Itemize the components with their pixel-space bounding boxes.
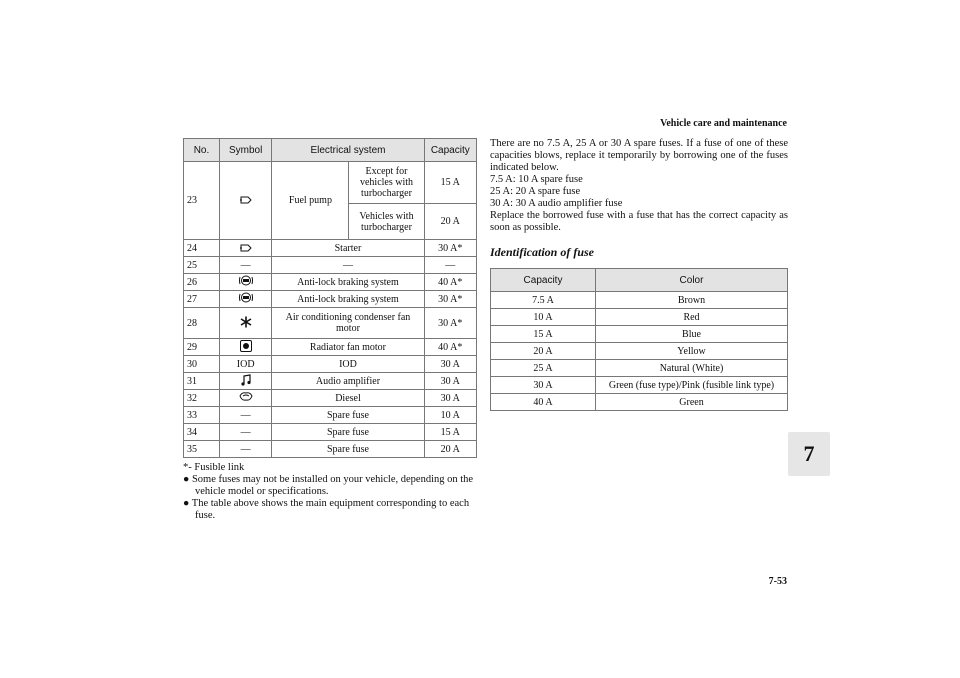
table-row: 15 A Blue <box>491 326 788 343</box>
table-row: 24 Starter 30 A* <box>184 240 477 257</box>
fuse-table <box>183 138 477 458</box>
col-symbol: Symbol <box>219 139 271 162</box>
col-capacity: Capacity <box>491 269 596 292</box>
table-row: 28 Air conditioning condenser fan motor 30 A* <box>184 308 477 339</box>
diesel-icon <box>239 391 253 402</box>
col-capacity: Capacity <box>424 139 476 162</box>
section-title: Identification of fuse <box>490 245 594 259</box>
table-row: 31 Audio amplifier 30 A <box>184 373 477 390</box>
col-electrical-system: Electrical system <box>272 139 424 162</box>
spare-fuse-text: There are no 7.5 A, 25 A or 30 A spare fuses. If a fuse of one of these capacities blows, replace it temporarily by borrowing one of the fuses indicated below. 7.5 A: 10 A spare fuse 25 A: 20 A spare fuse 30 A: 30 A audio amplifier fuse Replace the borrowed fuse with a fuse that has the correct capacity as soon as possible. <box>490 138 788 233</box>
table-row: 35 — Spare fuse 20 A <box>184 441 477 458</box>
table-row: 23 Fuel pump Except for vehicles with turbocharger 15 A <box>184 162 477 204</box>
fusible-link-note: *- Fusible link <box>183 462 245 473</box>
page-number: 7-53 <box>768 576 787 587</box>
table-row: 30 IOD IOD 30 A <box>184 356 477 373</box>
music-note-icon <box>240 374 252 386</box>
table-row: 30 A Green (fuse type)/Pink (fusible link type) <box>491 377 788 394</box>
table-row: 29 Radiator fan motor 40 A* <box>184 339 477 356</box>
abs-icon <box>239 275 253 286</box>
table-row: 10 A Red <box>491 309 788 326</box>
note-bullet: ● The table above shows the main equipment corresponding to each fuse. <box>183 498 470 521</box>
table-row: 25 A Natural (White) <box>491 360 788 377</box>
fuse-color-table <box>490 268 788 411</box>
bullet-icon: ● <box>183 474 192 485</box>
table-row: 34 — Spare fuse 15 A <box>184 424 477 441</box>
table-row: 25 — — — <box>184 257 477 274</box>
snowflake-icon <box>240 316 252 328</box>
table-row: 7.5 A Brown <box>491 292 788 309</box>
table-row: 20 A Yellow <box>491 343 788 360</box>
col-no: No. <box>184 139 220 162</box>
abs-icon <box>239 292 253 303</box>
table-row: Vehicles with turbocharger 20 A <box>184 204 477 240</box>
table-row: 26 Anti-lock braking system 40 A* <box>184 274 477 291</box>
fuel-pump-icon <box>239 194 253 204</box>
fuse-notes <box>183 462 483 522</box>
bullet-icon: ● <box>183 498 192 509</box>
table-row: 33 — Spare fuse 10 A <box>184 407 477 424</box>
radiator-fan-icon <box>240 340 252 352</box>
table-row: 32 Diesel 30 A <box>184 390 477 407</box>
chapter-tab: 7 <box>788 432 830 476</box>
table-row: 27 Anti-lock braking system 30 A* <box>184 291 477 308</box>
note-bullet: ● Some fuses may not be installed on your vehicle, depending on the vehicle model or specifications. <box>183 474 474 497</box>
page-header: Vehicle care and maintenance <box>660 118 787 129</box>
starter-icon <box>239 242 253 252</box>
table-row: 40 A Green <box>491 394 788 411</box>
col-color: Color <box>596 269 788 292</box>
